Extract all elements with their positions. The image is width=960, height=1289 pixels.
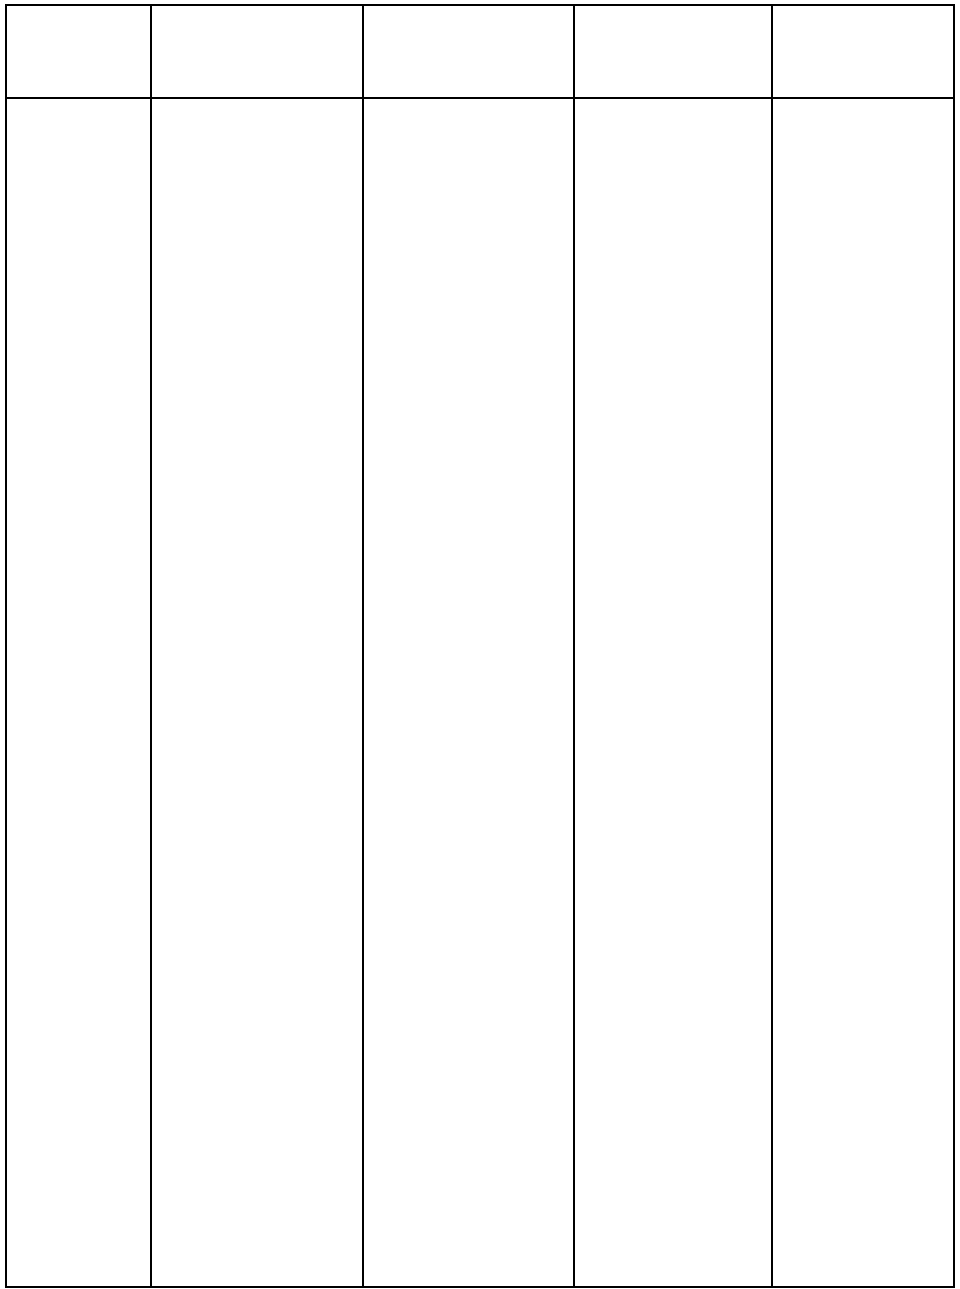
cell-topic	[151, 98, 363, 1287]
cell-outcomes	[574, 98, 772, 1287]
cell-subject	[6, 98, 151, 1287]
table-row	[6, 5, 954, 98]
curriculum-table	[5, 4, 955, 1288]
cell-content-continued	[363, 5, 574, 98]
cell-topic-empty	[151, 5, 363, 98]
cell-crosslinks	[772, 98, 954, 1287]
cell-content	[363, 98, 574, 1287]
cell-crosslinks-continued	[772, 5, 954, 98]
cell-subject-empty	[6, 5, 151, 98]
cell-outcomes-continued	[574, 5, 772, 98]
table-row	[6, 98, 954, 1287]
